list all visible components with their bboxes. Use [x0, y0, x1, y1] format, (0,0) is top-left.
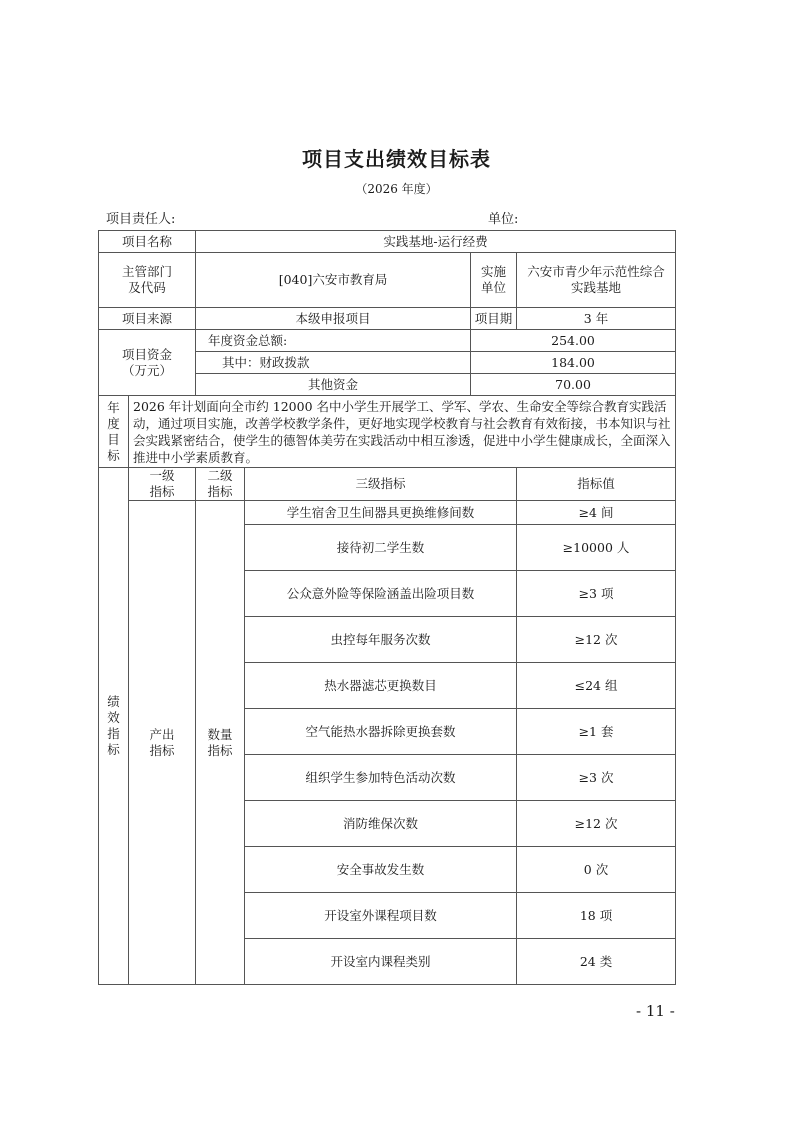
- indicator-name: 安全事故发生数: [245, 847, 517, 893]
- goal-text: 2026 年计划面向全市约 12000 名中小学生开展学工、学军、学农、生命安全等综合教育实践活动，通过项目实施，改善学校教学条件，更好地实现学校教育与社会教育有效衔接，书本知识与社会实践紧密结合，使学生的德智体美劳在实践活动中相互渗透，促进中小学生健康成长，全面深入推进中小学素质教育。: [129, 396, 676, 468]
- performance-table: [98, 230, 676, 985]
- row-dept: [99, 253, 676, 308]
- row-funds-total: [99, 330, 676, 352]
- impl-value: 六安市青少年示范性综合实践基地: [517, 253, 676, 308]
- level2-value: 数量指标: [196, 501, 245, 985]
- indicator-name: 虫控每年服务次数: [245, 617, 517, 663]
- indicator-value: 24 类: [517, 939, 676, 985]
- indicator-value: ≥1 套: [517, 709, 676, 755]
- indicator-name: 接待初二学生数: [245, 525, 517, 571]
- indicator-name: 消防维保次数: [245, 801, 517, 847]
- dept-value: [040]六安市教育局: [196, 253, 471, 308]
- indicator-value: ≥4 间: [517, 501, 676, 525]
- perf-label: 绩效指标: [99, 468, 129, 985]
- indicator-value: ≥10000 人: [517, 525, 676, 571]
- source-value: 本级申报项目: [196, 308, 471, 330]
- indicator-value: ≥12 次: [517, 801, 676, 847]
- source-label: 项目来源: [99, 308, 196, 330]
- funds-fiscal-value: 184.00: [471, 352, 676, 374]
- period-value: 3 年: [517, 308, 676, 330]
- indicator-name: 空气能热水器拆除更换套数: [245, 709, 517, 755]
- indicator-name: 热水器滤芯更换数目: [245, 663, 517, 709]
- page-title: 项目支出绩效目标表: [302, 147, 491, 171]
- indicator-name: 开设室内课程类别: [245, 939, 517, 985]
- header-level2: 二级指标: [196, 468, 245, 501]
- header-level3: 三级指标: [245, 468, 517, 501]
- indicator-value: ≥3 项: [517, 571, 676, 617]
- header-value: 指标值: [517, 468, 676, 501]
- funds-total-label: 年度资金总额:: [196, 330, 471, 352]
- funds-fiscal-label: 其中：财政拨款: [196, 352, 471, 374]
- row-source: [99, 308, 676, 330]
- indicator-value: ≥3 次: [517, 755, 676, 801]
- indicator-value: ≥12 次: [517, 617, 676, 663]
- funds-label: 项目资金（万元）: [99, 330, 196, 396]
- page-number: - 11 -: [636, 1002, 675, 1020]
- project-name-value: 实践基地-运行经费: [196, 231, 676, 253]
- indicator-name: 组织学生参加特色活动次数: [245, 755, 517, 801]
- indicator-value: 0 次: [517, 847, 676, 893]
- indicator-value: ≤24 组: [517, 663, 676, 709]
- header-level1: 一级指标: [129, 468, 196, 501]
- unit-label: 单位:: [488, 212, 519, 227]
- year-subtitle: （2026 年度）: [355, 182, 438, 196]
- indicator-name: 公众意外险等保险涵盖出险项目数: [245, 571, 517, 617]
- funds-total-value: 254.00: [471, 330, 676, 352]
- row-indicator-header: [99, 468, 676, 501]
- row-project-name: [99, 231, 676, 253]
- goal-label: 年度目标: [99, 396, 129, 468]
- owner-label: 项目责任人:: [106, 212, 176, 227]
- impl-label: 实施单位: [471, 253, 517, 308]
- indicator-row: [99, 501, 676, 525]
- indicator-value: 18 项: [517, 893, 676, 939]
- row-annual-goal: [99, 396, 676, 468]
- level1-value: 产出指标: [129, 501, 196, 985]
- indicator-name: 开设室外课程项目数: [245, 893, 517, 939]
- funds-other-value: 70.00: [471, 374, 676, 396]
- dept-label: 主管部门及代码: [99, 253, 196, 308]
- indicator-name: 学生宿舍卫生间器具更换维修间数: [245, 501, 517, 525]
- period-label: 项目期: [471, 308, 517, 330]
- funds-other-label: 其他资金: [196, 374, 471, 396]
- project-name-label: 项目名称: [99, 231, 196, 253]
